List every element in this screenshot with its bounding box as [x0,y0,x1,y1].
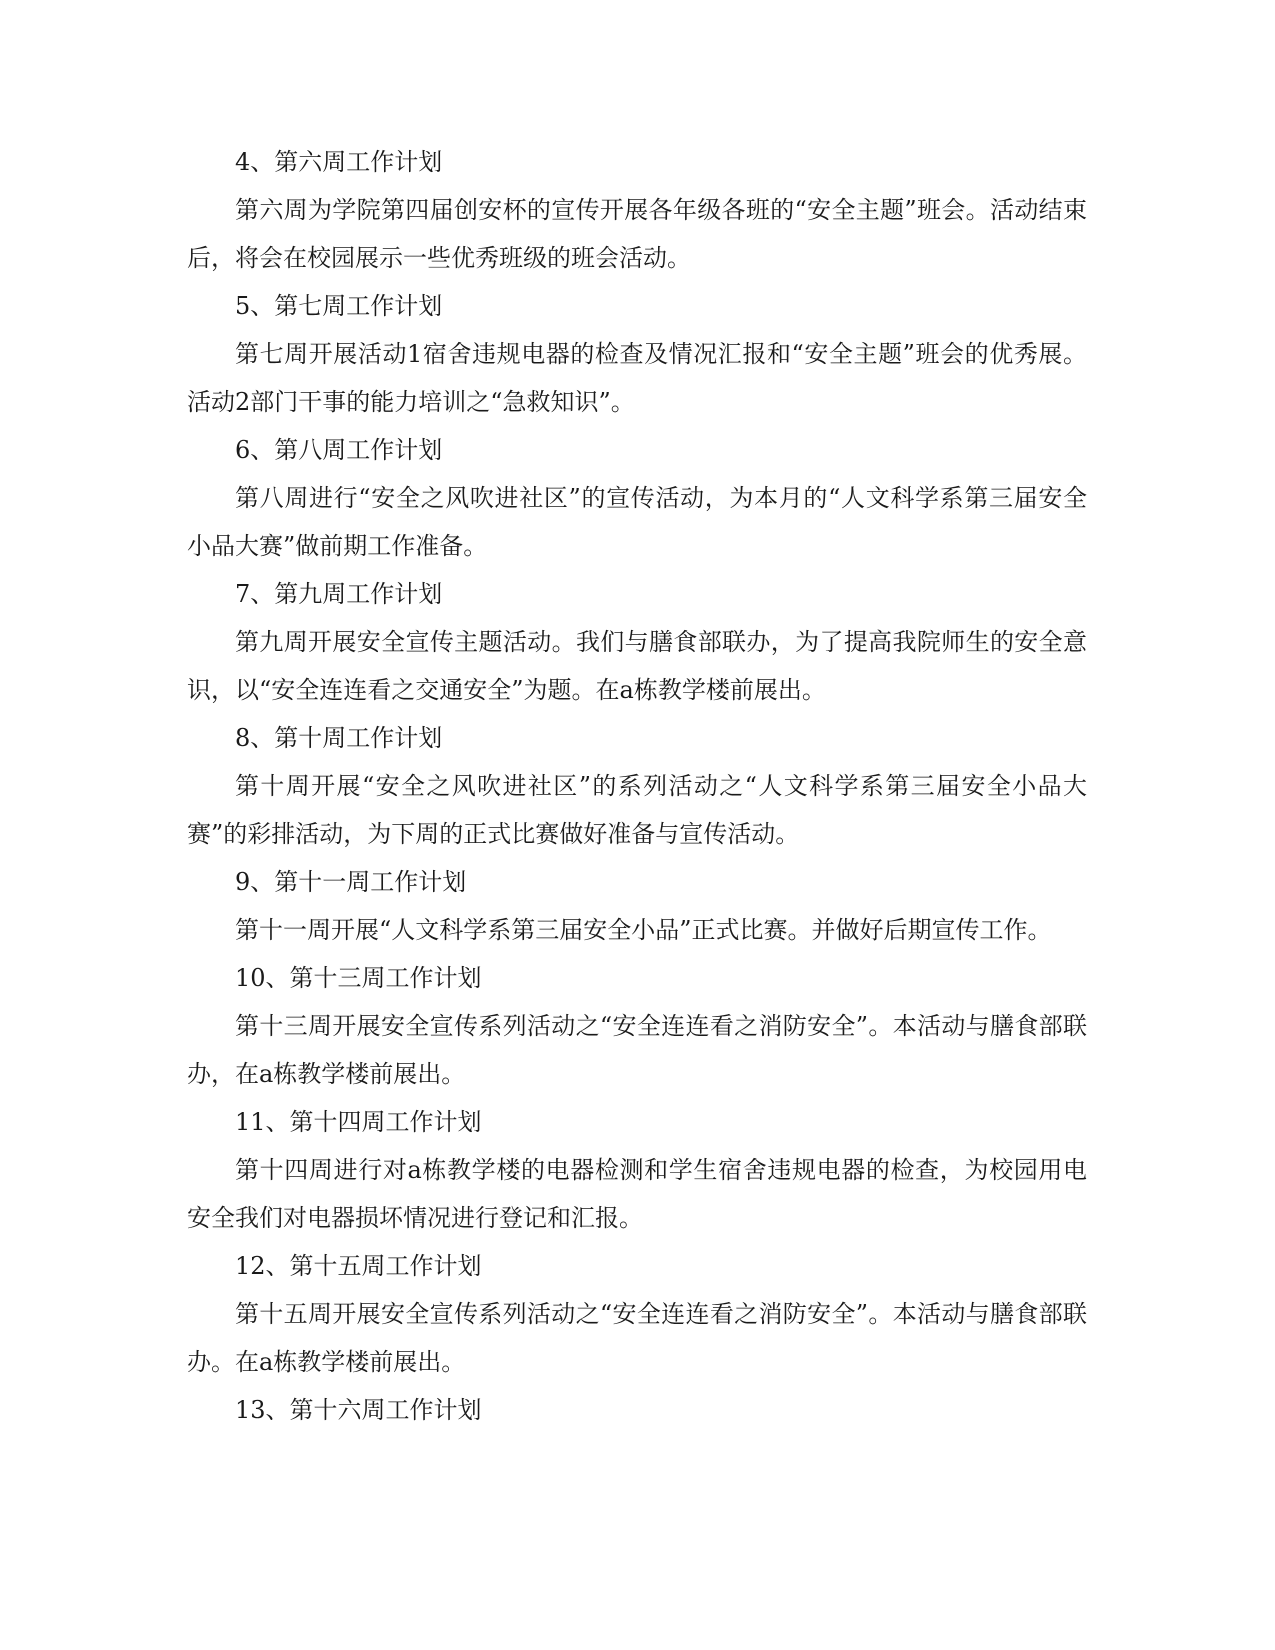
paragraph-week-7: 第七周开展活动1宿舍违规电器的检查及情况汇报和“安全主题”班会的优秀展。活动2部门干事的能力培训之“急救知识”。 [187,340,1087,416]
heading-week-9: 7、第九周工作计划 [235,580,443,608]
paragraph-week-9: 第九周开展安全宣传主题活动。我们与膳食部联办，为了提高我院师生的安全意识，以“安全连连看之交通安全”为题。在a栋教学楼前展出。 [187,628,1087,704]
document-body [187,138,1087,1434]
paragraph-week-13: 第十三周开展安全宣传系列活动之“安全连连看之消防安全”。本活动与膳食部联办，在a栋教学楼前展出。 [187,1012,1087,1088]
heading-week-14: 11、第十四周工作计划 [235,1108,482,1136]
heading-week-7: 5、第七周工作计划 [235,292,443,320]
paragraph-week-11: 第十一周开展“人文科学系第三届安全小品”正式比赛。并做好后期宣传工作。 [235,916,1052,944]
heading-week-13: 10、第十三周工作计划 [235,964,482,992]
heading-week-16: 13、第十六周工作计划 [235,1396,482,1424]
paragraph-week-14: 第十四周进行对a栋教学楼的电器检测和学生宿舍违规电器的检查，为校园用电安全我们对电器损坏情况进行登记和汇报。 [187,1156,1087,1232]
heading-week-8: 6、第八周工作计划 [235,436,443,464]
paragraph-week-10: 第十周开展“安全之风吹进社区”的系列活动之“人文科学系第三届安全小品大赛”的彩排活动，为下周的正式比赛做好准备与宣传活动。 [187,772,1087,848]
paragraph-week-6: 第六周为学院第四届创安杯的宣传开展各年级各班的“安全主题”班会。活动结束后，将会在校园展示一些优秀班级的班会活动。 [187,196,1087,272]
heading-week-11: 9、第十一周工作计划 [235,868,467,896]
paragraph-week-8: 第八周进行“安全之风吹进社区”的宣传活动，为本月的“人文科学系第三届安全小品大赛”做前期工作准备。 [187,484,1087,560]
heading-week-15: 12、第十五周工作计划 [235,1252,482,1280]
heading-week-6: 4、第六周工作计划 [235,148,443,176]
paragraph-week-15: 第十五周开展安全宣传系列活动之“安全连连看之消防安全”。本活动与膳食部联办。在a栋教学楼前展出。 [187,1300,1087,1376]
heading-week-10: 8、第十周工作计划 [235,724,443,752]
